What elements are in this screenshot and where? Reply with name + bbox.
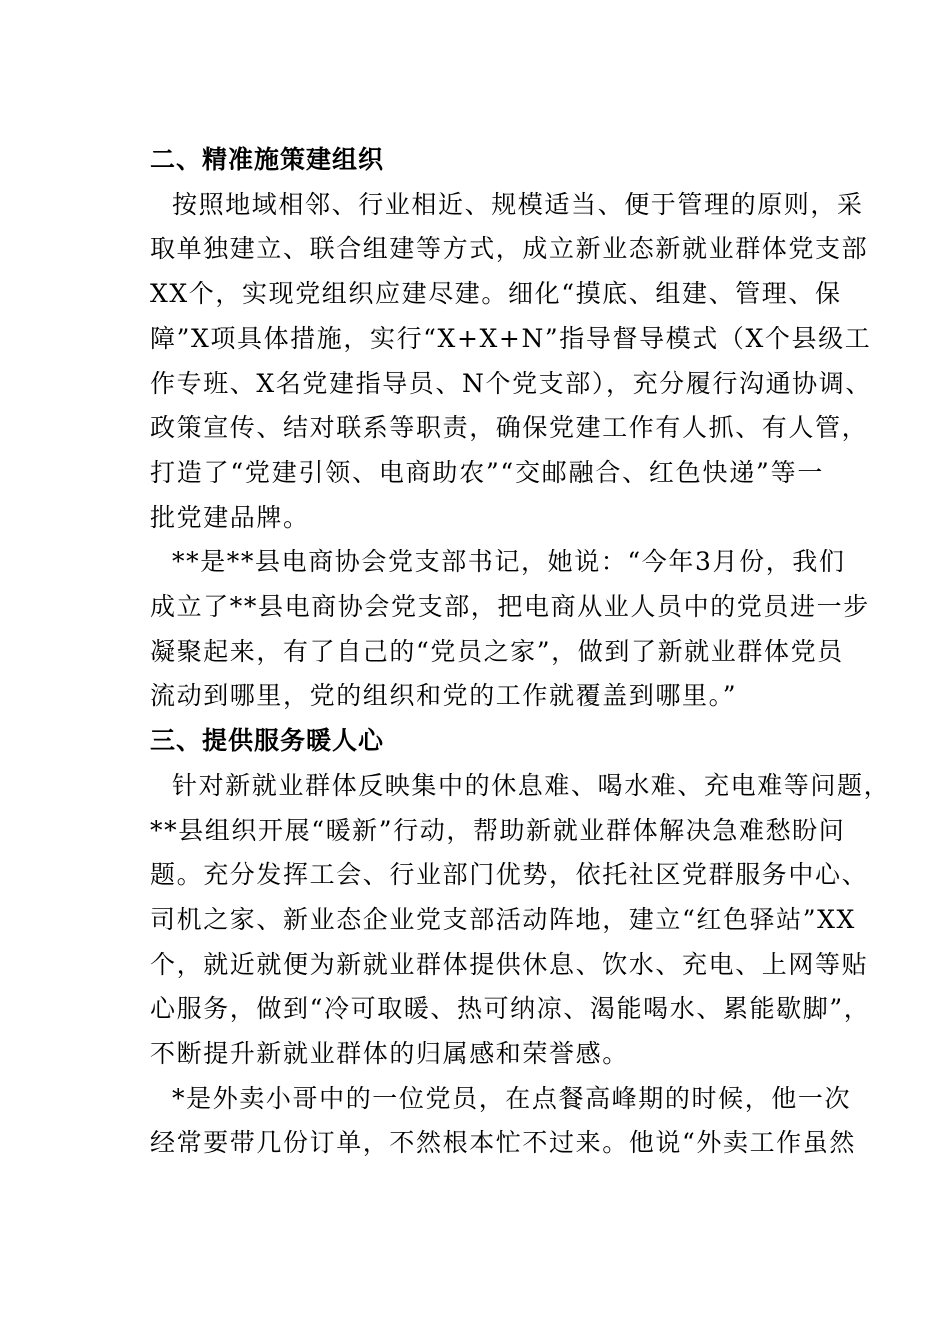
text-line: XX个，实现党组织应建尽建。细化“摸底、组建、管理、保 [150, 279, 842, 309]
paragraph [128, 1077, 856, 1166]
text-line: **是**县电商协会党支部书记，她说：“今年3月份，我们 [172, 547, 846, 577]
text-line: 政策宣传、结对联系等职责，确保党建工作有人抓、有人管， [150, 413, 869, 443]
text-line: 批党建品牌。 [150, 502, 310, 532]
text-line: 不断提升新就业群体的归属感和荣誉感。 [150, 1039, 629, 1069]
text-line: 经常要带几份订单，不然根本忙不过来。他说“外卖工作虽然 [150, 1128, 856, 1158]
text-line: 成立了**县电商协会党支部，把电商从业人员中的党员进一步 [150, 592, 870, 622]
text-line: 打造了“党建引领、电商助农”“交邮融合、红色快递”等一 [150, 457, 824, 487]
text-line: 作专班、X名党建指导员、N个党支部），充分履行沟通协调、 [150, 368, 872, 398]
section-heading: 三、提供服务暖人心 [150, 726, 385, 756]
text-line: 凝聚起来，有了自己的“党员之家”，做到了新就业群体党员 [150, 636, 844, 666]
paragraph [128, 764, 891, 1077]
text-line: 按照地域相邻、行业相近、规模适当、便于管理的原则，采 [172, 189, 864, 219]
document-body [128, 138, 891, 1166]
text-line: **县组织开展“暖新”行动，帮助新就业群体解决急难愁盼问 [150, 815, 846, 845]
paragraph [128, 183, 872, 541]
text-line: 个，就近就便为新就业群体提供休息、饮水、充电、上网等贴 [150, 949, 869, 979]
text-line: 取单独建立、联合组建等方式，成立新业态新就业群体党支部 [150, 234, 869, 264]
text-line: 针对新就业群体反映集中的休息难、喝水难、充电难等问题， [172, 770, 891, 800]
text-line: 心服务，做到“冷可取暖、热可纳凉、渴能喝水、累能歇脚”， [150, 994, 871, 1024]
text-line: 司机之家、新业态企业党支部活动阵地，建立“红色驿站”XX [150, 904, 856, 934]
section-heading: 二、精准施策建组织 [150, 145, 385, 174]
text-line: 题。充分发挥工会、行业部门优势，依托社区党群服务中心、 [150, 860, 869, 890]
text-line: 流动到哪里，党的组织和党的工作就覆盖到哪里。” [150, 681, 738, 711]
text-line: *是外卖小哥中的一位党员，在点餐高峰期的时候，他一次 [172, 1083, 852, 1113]
text-line: 障”X项具体措施，实行“X+X+N”指导督导模式（X个县级工 [150, 323, 872, 353]
paragraph [128, 540, 870, 719]
